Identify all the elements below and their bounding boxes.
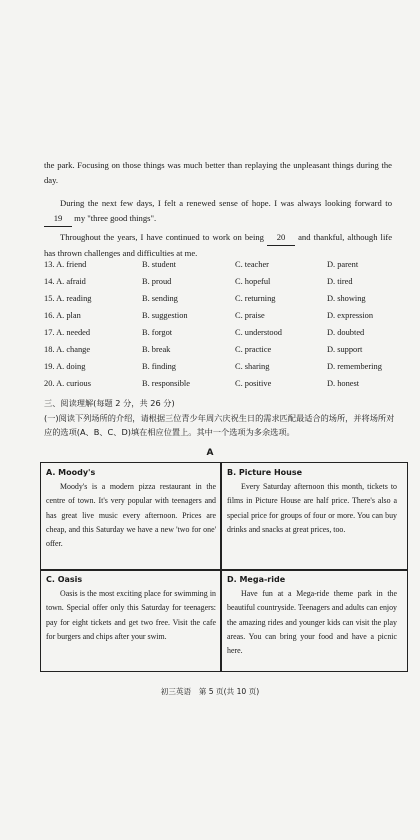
option-item: D. doubted	[327, 328, 365, 337]
place-c-title: C. Oasis	[46, 575, 83, 584]
option-item: C. praise	[235, 311, 265, 320]
table-divider-horizontal	[41, 569, 407, 571]
place-d-title: D. Mega-ride	[227, 575, 286, 584]
option-item: C. positive	[235, 379, 272, 388]
option-item: B. finding	[142, 362, 176, 371]
place-card-c	[46, 573, 216, 644]
option-row	[44, 294, 404, 311]
place-card-b	[227, 466, 397, 537]
option-item: B. sending	[142, 294, 178, 303]
option-item: 17. A. needed	[44, 328, 91, 337]
option-item: D. parent	[327, 260, 359, 269]
place-card-d	[227, 573, 397, 658]
option-item: C. returning	[235, 294, 276, 303]
option-item: D. tired	[327, 277, 353, 286]
option-item: D. honest	[327, 379, 360, 388]
option-item: B. responsible	[142, 379, 190, 388]
option-item: 20. A. curious	[44, 379, 91, 388]
option-item: B. forgot	[142, 328, 173, 337]
option-item: D. remembering	[327, 362, 382, 371]
table-divider-vertical	[220, 463, 222, 671]
option-item: C. teacher	[235, 260, 269, 269]
place-card-a	[46, 466, 216, 551]
option-item: C. sharing	[235, 362, 270, 371]
option-row	[44, 379, 404, 396]
place-b-title: B. Picture House	[227, 468, 303, 477]
option-item: 18. A. change	[44, 345, 91, 354]
option-item: C. practice	[235, 345, 272, 354]
option-row	[44, 277, 404, 294]
place-d-text: Have fun at a Mega-ride theme park in the beautiful countryside. Teenagers and adults can enjoy the amazing rides and younger kids can visit the play areas. You can bring your food and have a picnic here.	[227, 589, 397, 656]
para3-text-b: and thankful, although life has thrown challenges and difficulties at me.	[44, 232, 393, 258]
blank-19: 19	[44, 211, 72, 227]
page-footer: 初三英语 第 5 页(共 10 页)	[160, 687, 260, 696]
passage-line1: the park. Focusing on those things was much better than replaying the unpleasant things during the day.	[44, 160, 392, 185]
para2-text-a: During the next few days, I felt a renewed sense of hope. I was always looking forward to	[60, 198, 392, 208]
section-heading: 三、阅读理解(每题 2 分，共 26 分)	[44, 398, 175, 408]
option-item: B. break	[142, 345, 171, 354]
para3-text-a: Throughout the years, I have continued to work on being	[60, 232, 264, 242]
passage-paragraph-2	[44, 196, 392, 227]
option-item: B. suggestion	[142, 311, 188, 320]
place-b-text: Every Saturday afternoon this month, tickets to films in Picture House are half price. There's also a special price for groups of four or more. You can buy drinks and snacks at great prices, too.	[227, 482, 397, 534]
option-item: C. understood	[235, 328, 282, 337]
option-row	[44, 328, 404, 345]
option-row	[44, 345, 404, 362]
passage-paragraph-3	[44, 230, 392, 261]
option-item: 14. A. afraid	[44, 277, 86, 286]
passage-continuation	[44, 158, 392, 188]
option-item: C. hopeful	[235, 277, 271, 286]
choice-options	[44, 260, 404, 396]
para2-text-b: my "three good things".	[74, 213, 157, 223]
place-a-text: Moody's is a modern pizza restaurant in the centre of town. It's very popular with teenagers and has great live music every afternoon. Prices are cheap, and this Saturday we have a new 'two for one' offer.	[46, 482, 216, 549]
option-item: D. support	[327, 345, 363, 354]
blank-20: 20	[267, 230, 295, 246]
option-row	[44, 362, 404, 379]
place-c-text: Oasis is the most exciting place for swimming in town. Special offer only this Saturday for teenagers: pay for eight tickets and get two free. Visit the cafe for burgers and chips after your swim.	[46, 589, 216, 641]
option-item: B. proud	[142, 277, 172, 286]
option-row	[44, 260, 404, 277]
places-table	[40, 462, 408, 672]
option-item: 19. A. doing	[44, 362, 86, 371]
option-item: 16. A. plan	[44, 311, 81, 320]
section-instruction: (一)阅读下列场所的介绍，请根据三位青少年周六庆祝生日的需求匹配最适合的场所，并将场所对应的选项(A、B、C、D)填在相应位置上。其中一个选项为多余选项。	[44, 413, 395, 437]
passage-letter: A	[206, 448, 214, 458]
option-row	[44, 311, 404, 328]
option-item: D. showing	[327, 294, 366, 303]
option-item: D. expression	[327, 311, 374, 320]
place-a-title: A. Moody's	[46, 468, 96, 477]
option-item: 15. A. reading	[44, 294, 92, 303]
option-item: 13. A. friend	[44, 260, 87, 269]
option-item: B. student	[142, 260, 176, 269]
